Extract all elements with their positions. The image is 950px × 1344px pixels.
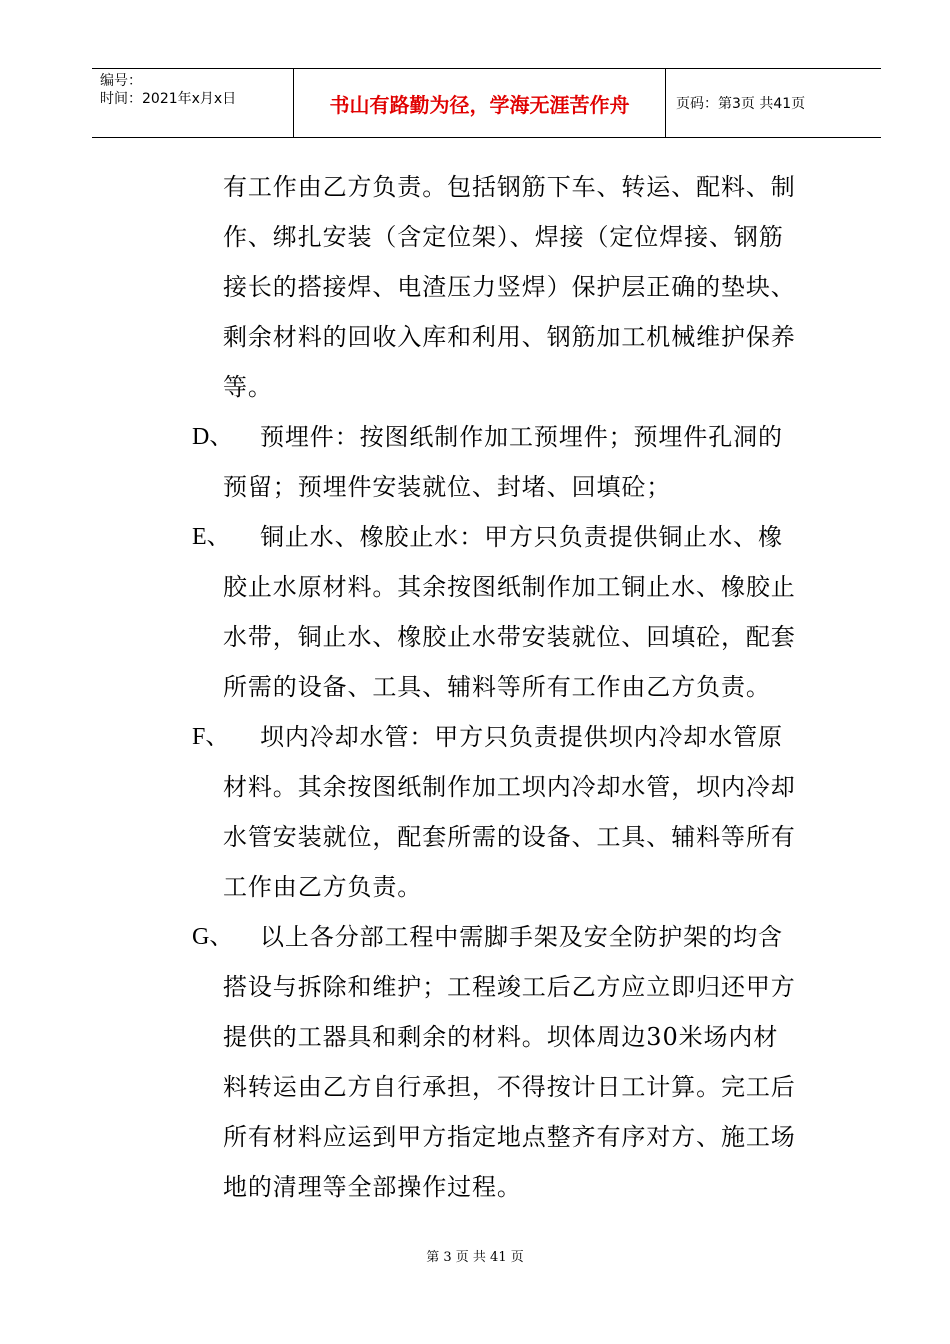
text-line: 所需的设备、工具、辅料等所有工作由乙方负责。 (223, 673, 771, 701)
header-motto: 书山有路勤为径，学海无涯苦作舟 (293, 69, 666, 137)
text-line: 材料。其余按图纸制作加工坝内冷却水管，坝内冷却 (223, 773, 796, 801)
text-line: 工作由乙方负责。 (223, 873, 423, 901)
text-line: 有工作由乙方负责。包括钢筋下车、转运、配料、制 (223, 173, 796, 201)
text-line: 料转运由乙方自行承担，不得按计日工计算。完工后 (223, 1073, 796, 1101)
text-line: 接长的搭接焊、电渣压力竖焊）保护层正确的垫块、 (223, 273, 796, 301)
text-line: 提供的工器具和剩余的材料。坝体周边30米场内材 (223, 1023, 779, 1051)
item-d-text: 预埋件：按图纸制作加工预埋件；预埋件孔洞的 (260, 423, 783, 451)
item-marker-f: F、 (192, 724, 230, 750)
number-label: 编号： (100, 73, 142, 89)
page-footer: 第 3 页 共 41 页 (426, 1250, 524, 1265)
item-marker-g: G、 (192, 924, 234, 950)
text-line: 所有材料应运到甲方指定地点整齐有序对方、施工场 (223, 1123, 796, 1151)
item-f-text: 坝内冷却水管：甲方只负责提供坝内冷却水管原 (260, 723, 783, 751)
text-line: 剩余材料的回收入库和利用、钢筋加工机械维护保养 (223, 323, 796, 351)
header-meta (92, 69, 293, 137)
item-g-text: 以上各分部工程中需脚手架及安全防护架的均含 (260, 923, 783, 951)
text-line: 胶止水原材料。其余按图纸制作加工铜止水、橡胶止 (223, 573, 796, 601)
item-e-text: 铜止水、橡胶止水：甲方只负责提供铜止水、橡 (260, 523, 783, 551)
item-marker-d: D、 (192, 424, 234, 450)
text-line: 水管安装就位，配套所需的设备、工具、辅料等所有 (223, 823, 796, 851)
text-line: 搭设与拆除和维护；工程竣工后乙方应立即归还甲方 (223, 973, 796, 1001)
text-line: 地的清理等全部操作过程。 (223, 1173, 522, 1201)
text-line: 作、绑扎安装（含定位架）、焊接（定位焊接、钢筋 (223, 223, 784, 251)
header-page-info: 页码：第3页 共41页 (676, 96, 806, 112)
page-header (92, 68, 881, 138)
text-line: 水带，铜止水、橡胶止水带安装就位、回填砼，配套 (223, 623, 796, 651)
text-line: 等。 (223, 373, 273, 401)
item-marker-e: E、 (192, 524, 231, 550)
text-line: 预留；预埋件安装就位、封堵、回填砼； (223, 473, 672, 501)
time-label: 时间：2021年x月x日 (100, 91, 237, 107)
